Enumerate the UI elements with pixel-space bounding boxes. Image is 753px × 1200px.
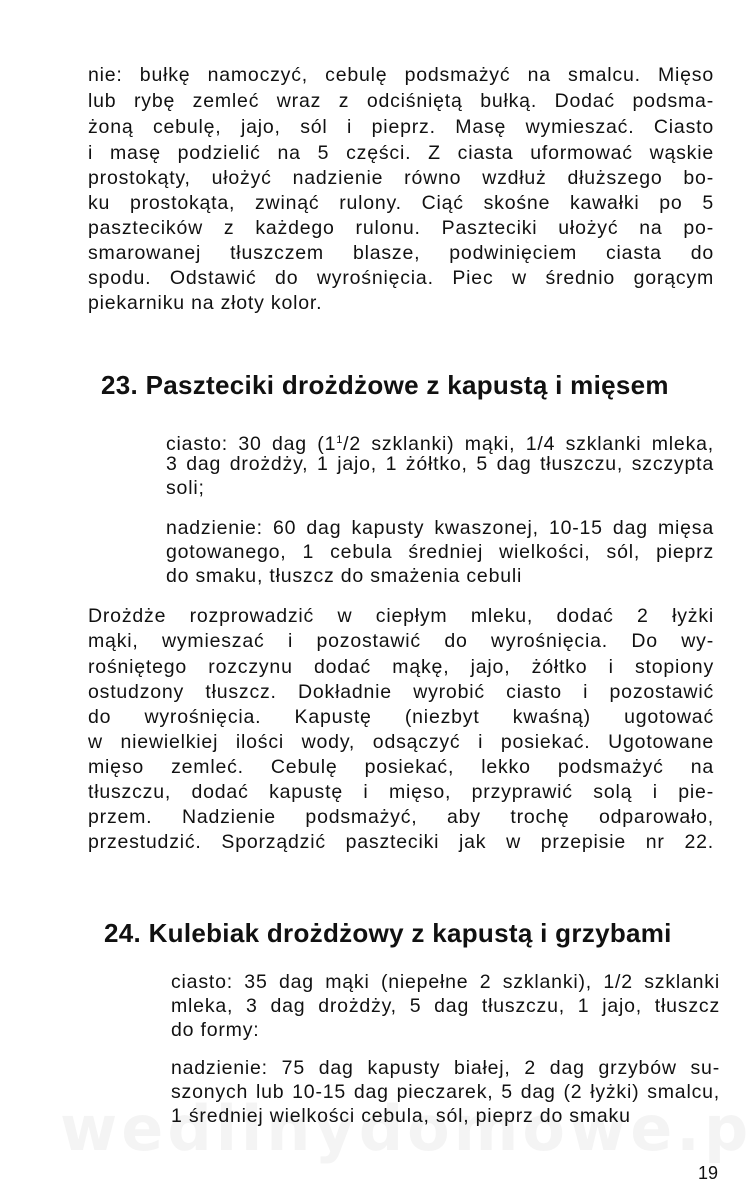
watermark	[60, 1092, 753, 1165]
filling-line: gotowanego, 1 cebula średniej wielkości, sól, pieprz	[166, 541, 714, 563]
dough-line: ciasto: 30 dag ($1^1/2$ szklanki) mąki, 1/4 szklanki mleka,	[166, 433, 714, 455]
text-line: mięso zemleć. Cebulę posiekać, lekko podsmażyć na	[88, 756, 714, 778]
text-line: i masę podzielić na 5 części. Z ciasta uformować wąskie	[88, 142, 714, 164]
text-line: prostokąty, ułożyć nadzienie równo wzdłuż dłuższego bo-	[88, 167, 714, 189]
text-line: przestudzić. Sporządzić paszteciki jak w przepisie nr 22.	[88, 831, 714, 853]
dough-line: 3 dag drożdży, 1 jajo, 1 żółtko, 5 dag tłuszczu, szczypta	[166, 453, 714, 475]
text-line: do wyrośnięcia. Kapustę (niezbyt kwaśną) ugotować	[88, 706, 714, 728]
filling-line: nadzienie: 60 dag kapusty kwaszonej, 10-15 dag mięsa	[166, 517, 714, 539]
text-line: piekarniku na złoty kolor.	[88, 292, 323, 314]
filling-line: 1 średniej wielkości cebula, sól, pieprz do smaku	[171, 1105, 631, 1127]
dough-line: do formy:	[171, 1019, 260, 1041]
text-line: rośniętego rozczynu dodać mąkę, jajo, żółtko i stopiony	[88, 656, 714, 678]
dough-line: soli;	[166, 477, 205, 499]
dough-line: ciasto: 35 dag mąki (niepełne 2 szklanki), 1/2 szklanki	[171, 971, 720, 993]
text-line: mąki, wymieszać i pozostawić do wyrośnięcia. Do wy-	[88, 630, 714, 652]
page-number: 19	[698, 1163, 719, 1183]
text-line: nie: bułkę namoczyć, cebulę podsmażyć na smalcu. Mięso	[88, 64, 714, 86]
text-line: tłuszczu, dodać kapustę i mięso, przyprawić solą i pie-	[88, 781, 714, 803]
text-line: smarowanej tłuszczem blasze, podwinięciem ciasta do	[88, 242, 714, 264]
text-line: przem. Nadzienie podsmażyć, aby trochę odparowało,	[88, 806, 714, 828]
filling-line: nadzienie: 75 dag kapusty białej, 2 dag grzybów su-	[171, 1057, 720, 1079]
text-line: spodu. Odstawić do wyrośnięcia. Piec w średnio gorącym	[88, 267, 714, 289]
text-line: lub rybę zemleć wraz z odciśniętą bułką. Dodać podsma-	[88, 90, 714, 112]
filling-line: szonych lub 10-15 dag pieczarek, 5 dag (2 łyżki) smalcu,	[171, 1081, 720, 1103]
text-line: żoną cebulę, jajo, sól i pieprz. Masę wymieszać. Ciasto	[88, 116, 714, 138]
text-line: w niewielkiej ilości wody, odsączyć i posiekać. Ugotowane	[88, 731, 714, 753]
recipe-23-title: 23. Paszteciki drożdżowe z kapustą i mięsem	[101, 370, 669, 400]
dough-line: mleka, 3 dag drożdży, 5 dag tłuszczu, 1 jajo, tłuszcz	[171, 995, 720, 1017]
text-line: ostudzony tłuszcz. Dokładnie wyrobić ciasto i pozostawić	[88, 681, 714, 703]
filling-line: do smaku, tłuszcz do smażenia cebuli	[166, 565, 523, 587]
text-line: ku prostokąta, zwinąć rulony. Ciąć skośne kawałki po 5	[88, 192, 714, 214]
text-line: Drożdże rozprowadzić w ciepłym mleku, dodać 2 łyżki	[88, 605, 714, 627]
recipe-24-title: 24. Kulebiak drożdżowy z kapustą i grzybami	[104, 918, 672, 948]
text-line: pasztecików z każdego rulonu. Paszteciki ułożyć na po-	[88, 217, 714, 239]
